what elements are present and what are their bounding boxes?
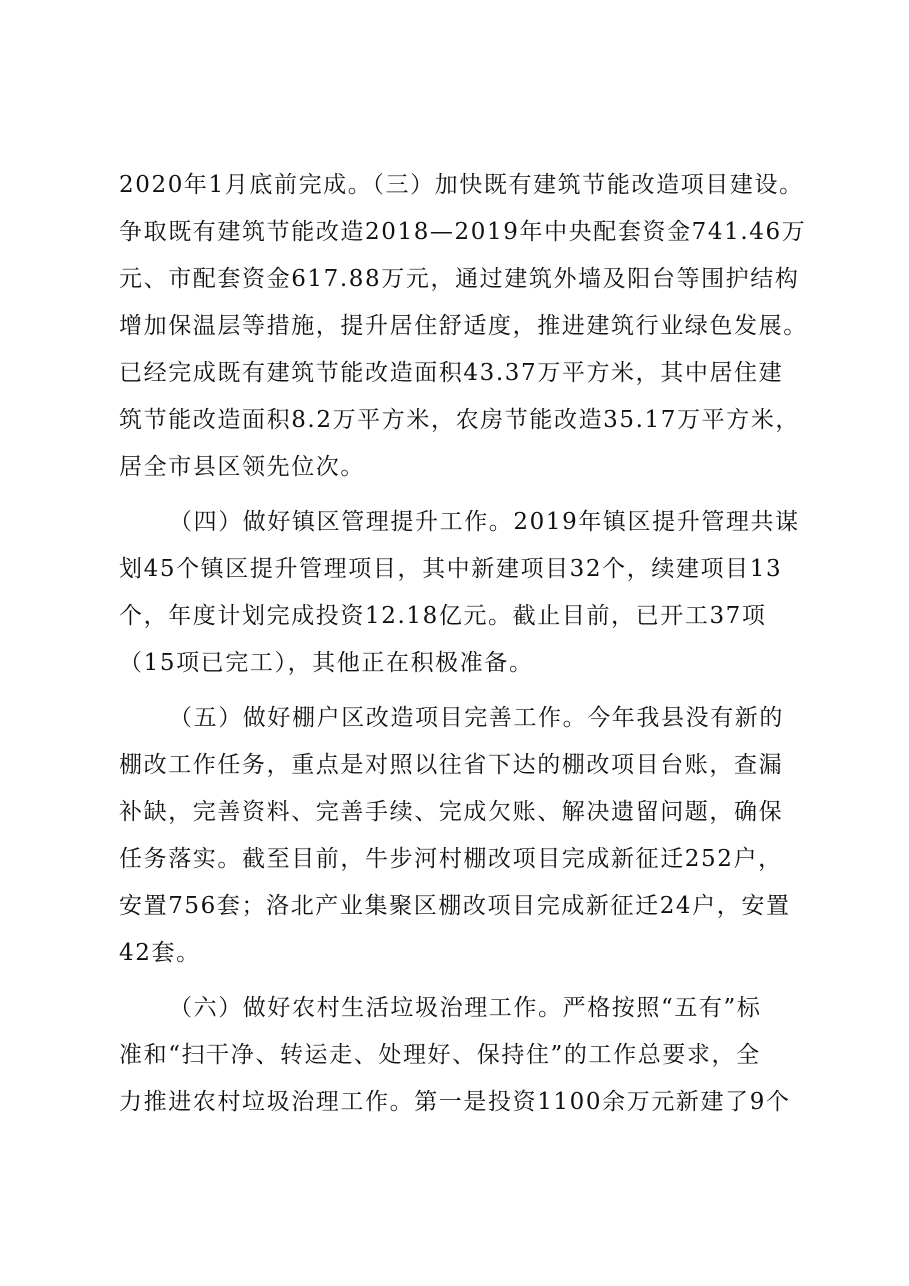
text-line: （六）做好农村生活垃圾治理工作。严格按照“五有”标: [169, 995, 762, 1021]
document-body: [119, 162, 808, 1126]
text-line: 筑节能改造面积8.2万平方米，农房节能改造35.17万平方米，: [119, 407, 801, 433]
text-line: （五）做好棚户区改造项目完善工作。今年我县没有新的: [169, 705, 784, 731]
text-line: 争取既有建筑节能改造2018—2019年中央配套资金741.46万: [119, 219, 807, 245]
text-line: 准和“扫干净、转运走、处理好、保持住”的工作总要求，全: [119, 1042, 761, 1068]
text-line: 任务落实。截至目前，牛步河村棚改项目完成新征迁252户，: [119, 846, 783, 872]
text-line: 42套。: [119, 940, 201, 966]
text-line: 居全市县区领先位次。: [119, 454, 365, 480]
text-line: 元、市配套资金617.88万元，通过建筑外墙及阳台等围护结构: [119, 266, 800, 292]
text-line: 划45个镇区提升管理项目，其中新建项目32个，续建项目13: [119, 556, 783, 582]
paragraph-town-management: [119, 499, 800, 687]
paragraph-shantytown-renovation: [119, 695, 794, 977]
text-line: 棚改工作任务，重点是对照以往省下达的棚改项目台账，查漏: [119, 752, 784, 778]
text-line: 安置756套；洛北产业集聚区棚改项目完成新征迁24户，安置: [119, 893, 791, 919]
text-line: 已经完成既有建筑节能改造面积43.37万平方米，其中居住建: [119, 360, 784, 386]
paragraph-building-energy-retrofit: [119, 162, 808, 491]
text-line: 力推进农村垃圾治理工作。第一是投资1100余万元新建了9个: [119, 1089, 791, 1115]
text-line: 个，年度计划完成投资12.18亿元。截止目前，已开工37项: [119, 603, 767, 629]
text-line: （四）做好镇区管理提升工作。2019年镇区提升管理共谋: [169, 509, 800, 535]
text-line: （15项已完工），其他正在积极准备。: [119, 650, 534, 676]
text-line: 增加保温层等措施，提升居住舒适度，推进建筑行业绿色发展。: [119, 313, 808, 339]
text-line: 2020年1月底前完成。（三）加快既有建筑节能改造项目建设。: [119, 172, 804, 198]
text-line: 补缺，完善资料、完善手续、完成欠账、解决遗留问题，确保: [119, 799, 784, 825]
paragraph-rural-waste-management: [119, 985, 794, 1126]
